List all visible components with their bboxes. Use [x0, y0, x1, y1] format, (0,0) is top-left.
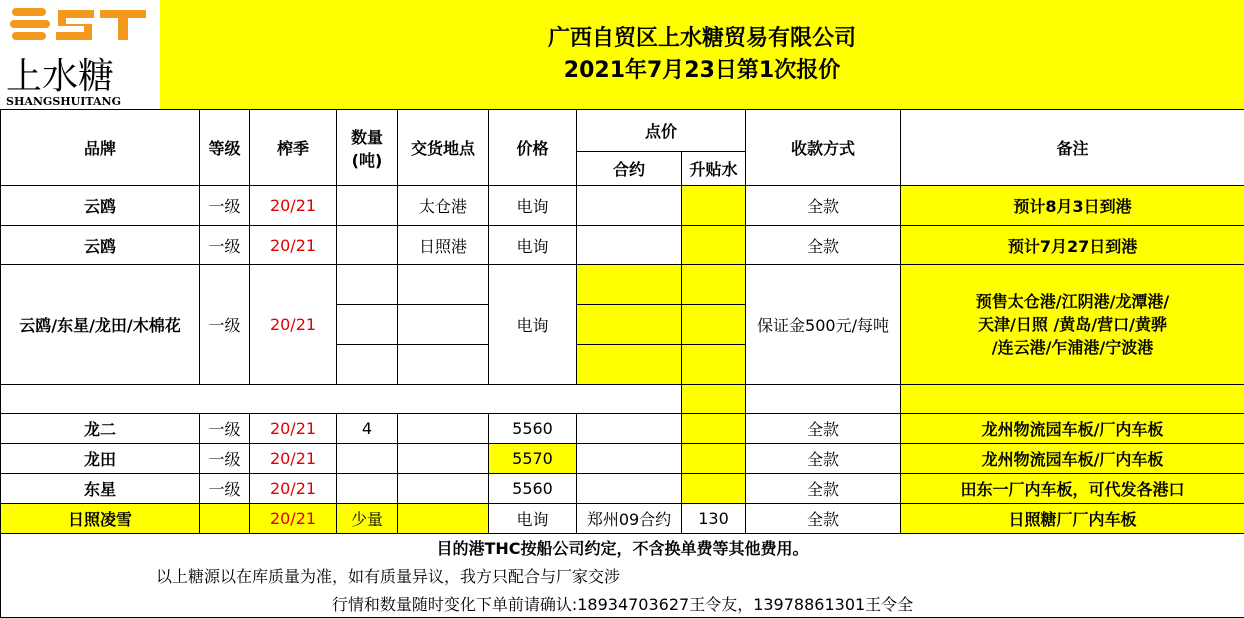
cell-premium	[682, 444, 746, 474]
footer-row	[1, 534, 1244, 562]
cell-delivery-place	[398, 474, 489, 504]
header-quantity	[337, 110, 398, 186]
cell-brand: 日照凌雪	[1, 504, 200, 534]
quote-date-title: 2021年7月23日第1次报价	[563, 57, 841, 83]
spacer-row	[1, 385, 1244, 414]
table-row	[1, 474, 1244, 504]
logo-brand-text: 上水糖	[6, 56, 115, 97]
cell-price: 电询	[489, 504, 577, 534]
table-row	[1, 414, 1244, 444]
cell-remark	[901, 265, 1244, 385]
header-contract: 合约	[577, 152, 682, 186]
cell-season: 20/21	[250, 474, 337, 504]
cell-remark: 预计8月3日到港	[901, 186, 1244, 226]
cell-payment: 全款	[746, 504, 901, 534]
cell-grade: 一级	[200, 444, 250, 474]
table-row	[1, 444, 1244, 474]
cell-premium	[682, 186, 746, 226]
header-payment: 收款方式	[746, 110, 901, 186]
cell-brand: 东星	[1, 474, 200, 504]
cell-price: 电询	[489, 226, 577, 265]
cell-delivery-place	[398, 345, 489, 385]
cell-price: 5560	[489, 474, 577, 504]
cell-quantity	[337, 345, 398, 385]
header-point-price: 点价	[577, 110, 746, 152]
spacer-cell	[1, 385, 682, 414]
cell-payment: 全款	[746, 414, 901, 444]
header-premium: 升贴水	[682, 152, 746, 186]
cell-price: 电询	[489, 186, 577, 226]
cell-contract: 郑州09合约	[577, 504, 682, 534]
cell-season: 20/21	[250, 504, 337, 534]
footer-row	[1, 590, 1244, 618]
cell-contract	[577, 414, 682, 444]
cell-season: 20/21	[250, 186, 337, 226]
cell-price: 5570	[489, 444, 577, 474]
cell-quantity	[337, 186, 398, 226]
title-area	[160, 0, 1244, 109]
cell-premium	[682, 414, 746, 444]
thc-note: 目的港THC按船公司约定，不含换单费等其他费用。	[1, 534, 1244, 562]
cell-delivery-place	[398, 265, 489, 305]
header-remark: 备注	[901, 110, 1244, 186]
cell-payment: 全款	[746, 226, 901, 265]
company-title: 广西自贸区上水糖贸易有限公司	[547, 25, 856, 51]
cell-payment: 全款	[746, 474, 901, 504]
remark-line: 预售太仓港/江阴港/龙潭港/	[975, 292, 1170, 311]
cell-brand: 龙田	[1, 444, 200, 474]
cell-season: 20/21	[250, 265, 337, 385]
cell-contract	[577, 226, 682, 265]
cell-delivery-place: 日照港	[398, 226, 489, 265]
cell-grade: 一级	[200, 414, 250, 444]
header-season: 榨季	[250, 110, 337, 186]
cell-premium	[682, 265, 746, 305]
sheet-header	[0, 0, 1244, 109]
cell-premium	[682, 345, 746, 385]
spacer-remark	[901, 385, 1244, 414]
cell-quantity	[337, 305, 398, 345]
cell-remark: 日照糖厂厂内车板	[901, 504, 1244, 534]
cell-season: 20/21	[250, 414, 337, 444]
logo-latin-text: SHANGSHUITANG	[6, 95, 121, 108]
cell-premium	[682, 226, 746, 265]
cell-contract	[577, 265, 682, 305]
cell-payment: 全款	[746, 186, 901, 226]
cell-premium	[682, 474, 746, 504]
cell-delivery-place	[398, 305, 489, 345]
remark-line: /连云港/乍浦港/宁波港	[991, 338, 1154, 357]
header-quantity-line2: (吨)	[351, 150, 383, 170]
cell-delivery-place	[398, 444, 489, 474]
cell-price: 电询	[489, 265, 577, 385]
cell-contract	[577, 474, 682, 504]
table-row	[1, 265, 1244, 305]
cell-remark: 龙州物流园车板/厂内车板	[901, 444, 1244, 474]
cell-quantity	[337, 444, 398, 474]
cell-brand: 云鸥	[1, 186, 200, 226]
cell-quantity: 4	[337, 414, 398, 444]
cell-brand: 龙二	[1, 414, 200, 444]
table-row	[1, 226, 1244, 265]
table-row	[1, 504, 1244, 534]
cell-brand: 云鸥/东星/龙田/木棉花	[1, 265, 200, 385]
spacer-premium	[682, 385, 746, 414]
cell-premium: 130	[682, 504, 746, 534]
cell-brand: 云鸥	[1, 226, 200, 265]
cell-grade: 一级	[200, 186, 250, 226]
cell-season: 20/21	[250, 444, 337, 474]
cell-contract	[577, 305, 682, 345]
remark-line: 天津/日照 /黄岛/营口/黄骅	[978, 315, 1167, 334]
header-brand: 品牌	[1, 110, 200, 186]
cell-remark: 龙州物流园车板/厂内车板	[901, 414, 1244, 444]
cell-contract	[577, 186, 682, 226]
cell-delivery-place: 太仓港	[398, 186, 489, 226]
cell-quantity	[337, 265, 398, 305]
cell-season: 20/21	[250, 226, 337, 265]
contact-note: 行情和数量随时变化下单前请确认:18934703627王令友，13978861301王令全	[1, 590, 1244, 618]
header-grade: 等级	[200, 110, 250, 186]
cell-contract	[577, 345, 682, 385]
table-row	[1, 186, 1244, 226]
cell-remark: 预计7月27日到港	[901, 226, 1244, 265]
quality-note: 以上糖源以在库质量为准，如有质量异议，我方只配合与厂家交涉	[1, 562, 1244, 590]
header-price: 价格	[489, 110, 577, 186]
cell-quantity: 少量	[337, 504, 398, 534]
cell-contract	[577, 444, 682, 474]
cell-delivery-place	[398, 504, 489, 534]
company-logo	[0, 0, 160, 109]
cell-price: 5560	[489, 414, 577, 444]
spacer-payment	[746, 385, 901, 414]
cell-payment: 保证金500元/每吨	[746, 265, 901, 385]
cell-remark: 田东一厂内车板，可代发各港口	[901, 474, 1244, 504]
footer-row	[1, 562, 1244, 590]
cell-grade: 一级	[200, 226, 250, 265]
cell-premium	[682, 305, 746, 345]
cell-quantity	[337, 474, 398, 504]
cell-quantity	[337, 226, 398, 265]
quote-table	[0, 109, 1244, 618]
logo-graphic	[0, 0, 160, 109]
cell-grade	[200, 504, 250, 534]
header-delivery-place: 交货地点	[398, 110, 489, 186]
cell-delivery-place	[398, 414, 489, 444]
header-quantity-line1: 数量	[350, 127, 383, 147]
cell-payment: 全款	[746, 444, 901, 474]
cell-grade: 一级	[200, 474, 250, 504]
cell-grade: 一级	[200, 265, 250, 385]
